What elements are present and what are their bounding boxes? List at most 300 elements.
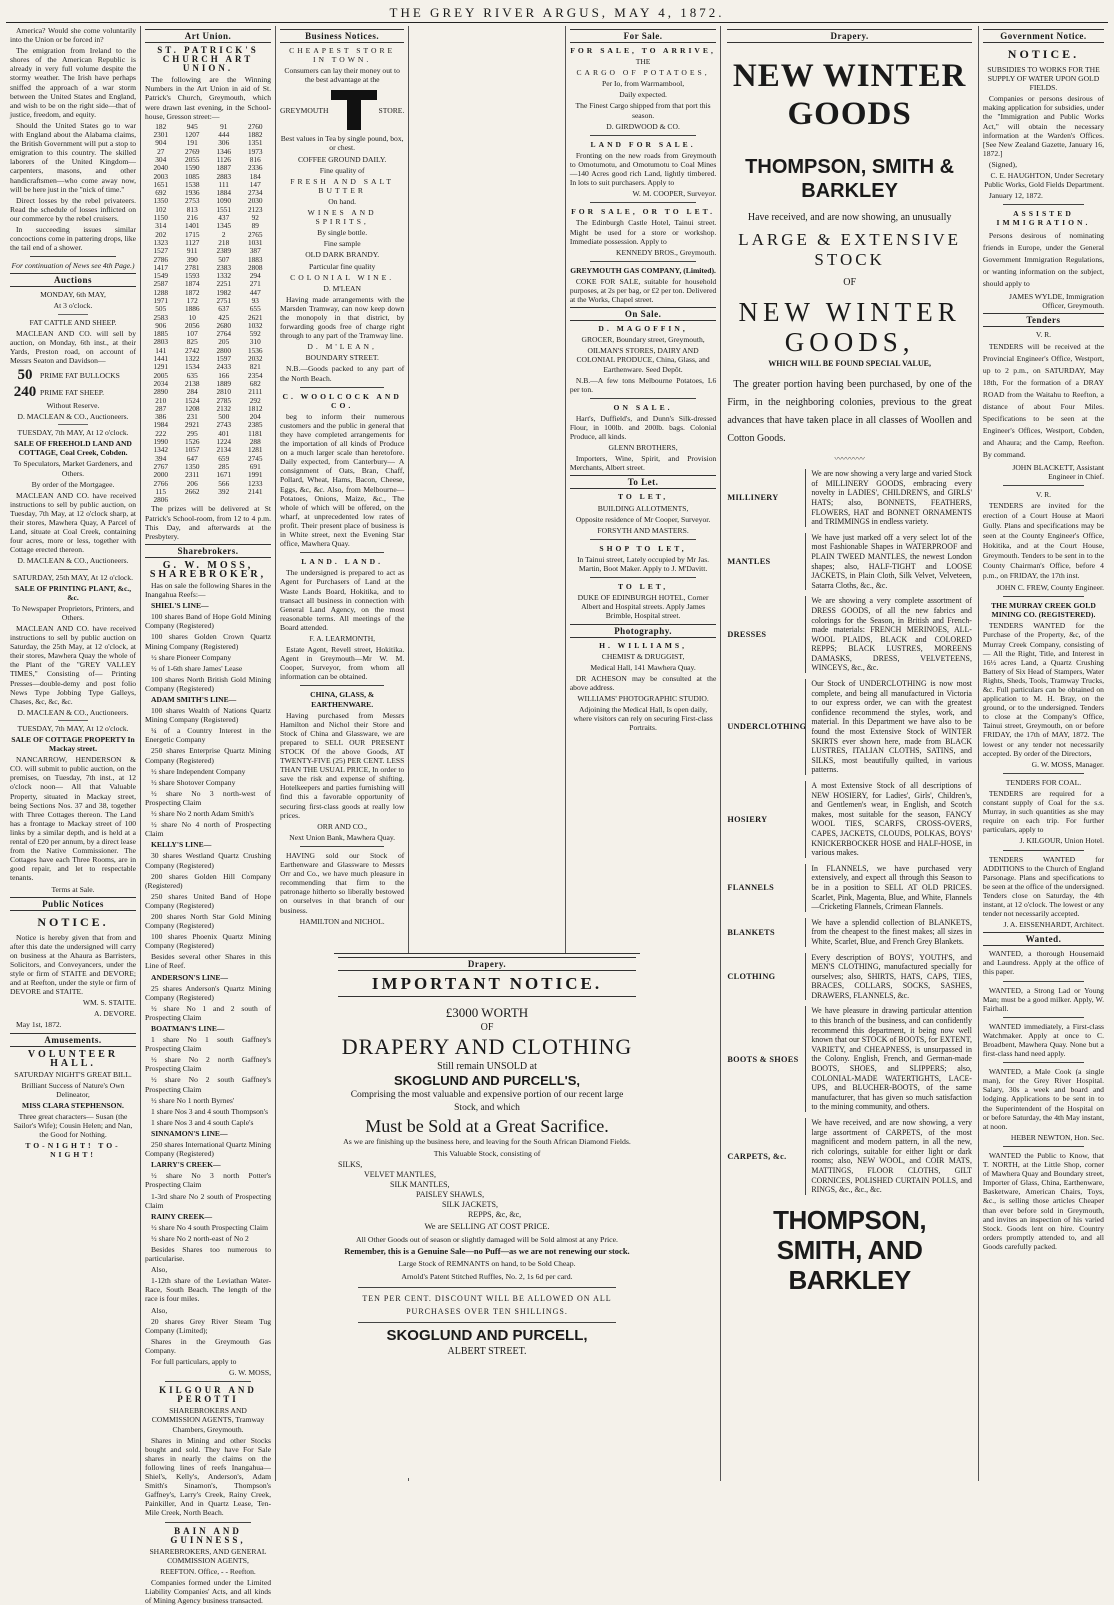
section-heading-government: Government Notice.: [983, 29, 1104, 43]
business-text: CHEAPEST STORE IN TOWN.: [289, 46, 396, 65]
department-text: Our Stock of UNDERCLOTHING is now most complete, and being all manufactured in Victoria to our express order, we can with the greatest confidence recommend the styles, work, and material. In this Department we have also to be found the most Extensive Stock of WINTER SKIRTS ever shown here, made from BLACK LUSTRES, ITALIAN CLOTHS, SATINS, and SILKS, most beautifully quilted, in various patterns.: [805, 679, 972, 775]
winning-numbers-table: [145, 123, 271, 505]
department-entry: [727, 1118, 972, 1195]
tender-title: TENDERS FOR COAL.: [1005, 777, 1082, 787]
winning-number: 2745: [247, 453, 263, 463]
winning-number: 1982: [216, 287, 232, 297]
business-text: Best values in Tea by single pound, box, or chest.: [280, 134, 404, 153]
sale-text: The Finest Cargo shipped from that port this season.: [575, 101, 711, 120]
land-address: Estate Agent, Revell street, Hokitika. Agent in Greymouth—Mr W. M. Cooper, Surveyor, from whom all information can be obtained.: [280, 645, 405, 682]
winning-number: 390: [186, 254, 198, 264]
section-heading-amusements: Amusements.: [10, 1033, 136, 1047]
immigration-body: Persons desirous of nominating friends in Europe, under the General Government Immigration Regulations, or wanting information on the subject, should apply to: [982, 230, 1104, 288]
winning-number: 425: [218, 312, 230, 322]
share-line: ½ share No 2 north-east of No 2: [151, 1233, 249, 1243]
sale-signature: KENNEDY BROS., Greymouth.: [615, 247, 717, 257]
bain-place: REEFTON. Office, - - Reefton.: [160, 1566, 256, 1576]
winning-number: 1342: [153, 445, 169, 455]
winning-number: 1401: [184, 221, 200, 231]
winning-number: 906: [155, 320, 167, 330]
share-line: 200 shares North Star Gold Mining Company (Registered): [145, 911, 271, 931]
onsale-title: ON SALE.: [613, 402, 673, 412]
winning-number: 115: [155, 486, 167, 496]
notice-signature: WM. S. STAITE.: [82, 998, 136, 1008]
winning-number: 682: [249, 378, 261, 388]
share-line: Besides several other Shares in this Line of Reef.: [145, 952, 271, 971]
auction-signature: D. MACLEAN & CO., Auctioneers.: [17, 412, 129, 422]
winning-number: 387: [249, 246, 261, 256]
winning-number: 2806: [153, 495, 169, 505]
gov-notice-body: Companies or persons desirous of making application for subsidies, under the "Immigration and Public Works Act," will obtain the necessary information at the Warden's Offices. [See New Zealand Gazette, January 16, 1872.]: [982, 94, 1104, 158]
winning-number: 1597: [216, 354, 232, 364]
sale-text: THE: [635, 57, 651, 67]
gov-notice-signed: (Signed),: [988, 159, 1017, 169]
onsale-note: N.B.—A few tons Melbourne Potatoes, L6 per ton.: [569, 375, 717, 394]
winning-number: 102: [155, 204, 167, 214]
stock-item: SILKS,: [338, 1160, 363, 1169]
winning-number: 2621: [247, 312, 263, 322]
stock-item: SILK JACKETS,: [442, 1200, 499, 1209]
column-6: [979, 26, 1108, 1481]
winning-number: 1281: [247, 445, 263, 455]
winning-number: 2301: [153, 130, 169, 140]
new-winter-goods-headline: NEW WINTER GOODS: [732, 58, 967, 132]
winning-number: 202: [155, 229, 167, 239]
photo-body: DR ACHESON may be consulted at the above address.: [569, 673, 717, 692]
department-entry: [727, 864, 972, 912]
kilgour-title: KILGOUR AND PEROTTI: [159, 1385, 257, 1405]
winning-number: 1715: [184, 229, 200, 239]
section-heading-photography: Photography.: [570, 624, 717, 638]
have-received: Have received, and are now showing, an unusually: [747, 212, 952, 223]
winning-number: 222: [155, 428, 167, 438]
winning-number: 1886: [184, 304, 200, 314]
comprising: Comprising the most valuable and expensive portion of our recent large Stock, and which: [350, 1090, 624, 1113]
department-entry: [727, 781, 972, 858]
winning-number: 1884: [216, 188, 232, 198]
auction-date: SATURDAY, 25th MAY, At 12 o'clock.: [13, 572, 133, 582]
winning-number: 306: [218, 138, 230, 148]
share-line: ½ share No 1 and 2 south of Prospecting Claim: [145, 1003, 271, 1022]
lot-label: PRIME FAT BULLOCKS: [40, 370, 120, 380]
winning-number: 2769: [184, 146, 200, 156]
winning-number: 592: [249, 329, 261, 339]
winning-number: 2753: [184, 196, 200, 206]
section-heading-tenders: Tenders: [983, 313, 1104, 327]
let-body: Opposite residence of Mr Cooper, Surveyor.: [575, 514, 711, 524]
share-line: ¼ of a Country Interest in the Energetic Company: [145, 726, 271, 745]
winning-number: 1526: [184, 437, 200, 447]
tender-signature: JOHN BLACKETT, Assistant Engineer in Chief.: [1012, 462, 1104, 481]
auction-body: MACLEAN AND CO. have received instructions to sell by public auction, on Tuesday, 7th May, at 12 o'clock sharp, at their stores, Mawhera Quay, A Parcel of Land, situate at Coal Creek, containing four acres, more or less, together with Cottage erected thereon.: [10, 490, 136, 555]
winning-number: 107: [186, 329, 198, 339]
section-heading-wanted: Wanted.: [983, 932, 1104, 946]
department-label: DRESSES: [727, 630, 767, 640]
news-paragraph: The emigration from Ireland to the shores of the American Republic is already in very full volume despite the stormy weather. The Irish have perhaps sniffed the approach of a war storm between the United States and England, and wish to be on the right side—that of justice, freedom, and equity.: [10, 46, 136, 119]
winning-number: 2587: [153, 279, 169, 289]
sale-text: CARGO OF POTATOES,: [576, 68, 710, 78]
sharebroker-intro: Has on sale the following Shares in the Inangahua Reefs:—: [145, 580, 271, 600]
winning-number: 1291: [153, 362, 169, 372]
winning-number: 1233: [247, 478, 263, 488]
winning-number: 205: [218, 337, 230, 347]
winning-number: 1126: [216, 154, 231, 164]
auction-signature: D. MACLEAN & CO., Auctioneers.: [17, 707, 129, 717]
winning-number: 91: [220, 121, 228, 131]
amount: £3000 WORTH: [445, 1005, 529, 1020]
winning-number: 1534: [184, 362, 200, 372]
amusement-characters: Three great characters— Susan (the Sailor's Wife); Cousin Helen; and Nan, the Good for Nothing.: [13, 1112, 133, 1140]
winning-number: 691: [249, 461, 261, 471]
winning-number: 1417: [153, 262, 169, 272]
auction-reserve: Without Reserve.: [46, 401, 100, 410]
winning-number: 147: [249, 179, 261, 189]
tender-body: TENDERS are invited for the erection of a Court House at Maori Gully. Plans and specifications may be seen at the County Engineer's Office, Hokitika, and at the Court House, Greymouth. Tenders to be sent in to the County Chairman's Office, before 4 p.m., on FRIDAY, the 17th inst.: [982, 501, 1104, 581]
winning-number: 1345: [216, 221, 232, 231]
news-continuation: [10, 26, 136, 252]
business-text: N.B.—Goods packed to any part of the North Beach.: [280, 364, 405, 383]
department-text: We are now showing a very large and varied Stock of MILLINERY GOODS, embracing every novelty in LADIES', CHILDREN'S, and GIRLS' HATS; also, BONNETS, FEATHERS, FLOWERS, HAT and BONNET ORNAMENTS and TRIMMINGS in endless variety.: [805, 469, 972, 527]
winning-number: 2123: [247, 204, 263, 214]
share-line: 100 shares North British Gold Mining Company (Registered): [145, 674, 271, 693]
let-subtitle: BUILDING ALLOTMENTS,: [597, 503, 689, 513]
winning-number: 1527: [153, 246, 169, 256]
winning-number: 444: [218, 130, 230, 140]
department-label: BLANKETS: [727, 927, 775, 937]
gov-notice-title: NOTICE.: [1007, 47, 1080, 61]
share-line: ½ share Shotover Company: [151, 777, 236, 787]
auction-date: MONDAY, 6th MAY,: [40, 290, 106, 300]
firm-footer: THOMPSON, SMITH, AND BARKLEY: [773, 1204, 927, 1295]
new-winter-goods-sub: NEW WINTER GOODS,: [738, 297, 961, 357]
business-text: BOUNDARY STREET.: [305, 353, 379, 363]
column-2: [141, 26, 276, 1605]
winning-number: 401: [218, 428, 230, 438]
winning-number: 2354: [247, 370, 263, 380]
stock-item: REPPS, &c, &c,: [468, 1210, 522, 1219]
winning-number: 392: [218, 486, 230, 496]
winning-number: 10: [188, 312, 196, 322]
sharebroker-title: G. W. MOSS, SHAREBROKER,: [149, 559, 267, 580]
china-signature: ORR AND CO.,: [317, 821, 368, 831]
t-logo-icon: [329, 88, 379, 132]
winning-number: 2883: [216, 171, 232, 181]
winning-number: 2803: [153, 337, 169, 347]
section-heading-auctions: Auctions: [10, 273, 136, 287]
art-union-note: The prizes will be delivered at St Patrick's School-room, from 12 to 4 p.m. This Day, and afterwards at the Presbytery.: [145, 504, 271, 541]
share-line: Shares in the Greymouth Gas Company.: [145, 1336, 271, 1355]
winning-number: 1651: [153, 179, 169, 189]
winning-number: 2141: [247, 486, 263, 496]
winning-number: 285: [218, 461, 230, 471]
auction-body: NANCARROW, HENDERSON & CO. will submit to public auction, on the premises, on Tuesday, 7th inst., at 12 o'clock noon— All that Valuable Property, situated in Mackay street, being Sections Nos. 37 and 38, together with Three Cottages thereon. The Land has a frontage to Mackay street of 100 links by a similar depth, and is held at a rental of £20 per annum, by a direct lease from the Native Commissioner. The Cottages have each Three Rooms, are in good repair, and let to respectable tenants.: [10, 755, 136, 883]
share-line: ½ share Independent Company: [151, 766, 246, 776]
share-line: Also,: [151, 1305, 168, 1315]
masthead: THE GREY RIVER ARGUS, MAY 4, 1872.: [6, 4, 1108, 23]
share-line: ½ share No 1 north Byrnes': [151, 1095, 235, 1105]
share-line: Also,: [151, 1265, 168, 1275]
sharebroker-apply: For full particulars, apply to: [151, 1357, 237, 1366]
winning-number: 505: [155, 304, 167, 314]
continuation-note: For continuation of News see 4th Page.): [11, 261, 135, 271]
winning-number: 314: [155, 221, 167, 231]
winning-number: 231: [186, 412, 198, 422]
winning-number: 1991: [247, 470, 263, 480]
winning-number: 386: [155, 412, 167, 422]
stock-items: [338, 1160, 636, 1220]
business-text: COFFEE GROUND DAILY.: [297, 154, 387, 164]
winning-number: 2764: [216, 329, 232, 339]
share-line: 25 shares Anderson's Quartz Mining Company (Registered): [145, 983, 271, 1002]
notice-title: NOTICE.: [37, 914, 109, 929]
auction-title: SALE OF FREEHOLD LAND AND COTTAGE, Coal Creek, Cobden.: [14, 439, 132, 458]
notice-date: May 1st, 1872.: [16, 1020, 62, 1030]
auction-time: At 3 o'clock.: [53, 301, 93, 311]
gov-notice-subtitle: SUBSIDIES TO WORKS FOR THE SUPPLY OF WATER UPON GOLD FIELDS.: [987, 65, 1100, 93]
winning-number: 1882: [247, 130, 263, 140]
department-entry: [727, 596, 972, 673]
auction-title: SALE OF COTTAGE PROPERTY In Mackay street.: [11, 735, 135, 754]
share-line: 1 share Nos 3 and 4 south Thompson's: [151, 1106, 269, 1116]
winning-number: 1872: [184, 287, 200, 297]
auction-audience: To Newspaper Proprietors, Printers, and Others.: [12, 603, 134, 622]
department-label: FLANNELS: [727, 883, 774, 893]
sale-signature: D. GIRDWOOD & CO.: [606, 121, 680, 131]
skoglund-address: ALBERT STREET.: [447, 1346, 527, 1357]
land-signature: F. A. LEARMONTH,: [309, 633, 376, 643]
china-address: Next Union Bank, Mawhera Quay.: [289, 832, 396, 842]
winning-number: 206: [186, 478, 198, 488]
winning-number: 2030: [247, 196, 263, 206]
winning-number: 500: [218, 412, 230, 422]
winning-number: 271: [249, 279, 261, 289]
winning-number: 2132: [216, 403, 232, 413]
winning-number: 182: [155, 121, 167, 131]
skoglund-footer: SKOGLUND AND PURCELL,: [386, 1327, 588, 1344]
winning-number: 2760: [247, 121, 263, 131]
winning-number: 945: [186, 121, 198, 131]
tender-signature: J. A. EISSENHARDT, Architect.: [1003, 920, 1104, 930]
winning-number: 1032: [247, 320, 263, 330]
news-paragraph: In succeeding issues similar concoctions come in pattering drops, like the tail end of a shower.: [10, 224, 136, 253]
column-4: [566, 26, 721, 974]
lot-row: [10, 384, 136, 401]
department-label: CLOTHING: [727, 971, 776, 981]
share-line: 20 shares Grey River Steam Tug Company (Limited);: [145, 1316, 271, 1335]
winning-number: 2583: [153, 312, 169, 322]
winning-number: 813: [186, 204, 198, 214]
must-be-sold: Must be Sold at a Great Sacrifice.: [365, 1116, 609, 1136]
department-entry: [727, 679, 972, 775]
column-3-spacer: [409, 26, 565, 974]
department-text: We have pleasure in drawing particular attention to this branch of the business, and can confidently recommend this department, it being now well known that our STOCK of BOOTS, for EXTENT, VARIETY, and CHEAPNESS, is unsurpassed in the Colony. English, French, and German-made BOOTS, SHOES, and SLIPPERS; also, COLONIAL-MADE WATERTIGHTS, LACE-UPS, and BLUCHER-BOOTS, of the same manufacturer, that has given so much satisfaction to the mining community, and others.: [805, 1006, 972, 1112]
department-entry: [727, 533, 972, 591]
onsale-body: OILMAN'S STORES, DAIRY AND COLONIAL PRODUCE, China, Glass, and Earthenware. Seed Depôt.: [576, 346, 710, 374]
winning-number: 1085: [184, 171, 200, 181]
winning-number: 1150: [153, 213, 168, 223]
winning-number: 1874: [184, 279, 200, 289]
winning-number: 2766: [153, 478, 169, 488]
winning-number: 1973: [247, 146, 263, 156]
let-title: TO LET,: [617, 492, 669, 502]
winning-number: 2003: [153, 171, 169, 181]
tender-body: TENDERS WANTED for ADDITIONS to the Church of England Parsonage. Plans and specifications to be seen at the office of the undersigned. Tenders close on Saturday, the 4th instant, at 12 o'clock. The lowest or any tender not necessarily accepted.: [982, 854, 1104, 919]
photo-address: Medical Hall, 141 Mawhera Quay.: [590, 662, 696, 672]
winning-number: 2134: [216, 445, 232, 455]
lot-count: 240: [13, 384, 37, 400]
winning-number: 210: [155, 395, 167, 405]
finishing: As we are finishing up the business here, and leaving for the South African Diamond Fields.: [343, 1137, 631, 1146]
news-paragraph: Direct losses by the rebel privateers. Read the schedule of losses inflicted on our commerce by the rebel cruisers.: [10, 195, 136, 223]
section-heading-drapery: Drapery.: [727, 29, 972, 43]
section-heading-to-let: To Let.: [570, 475, 717, 489]
winning-number: 2767: [153, 461, 169, 471]
winning-number: 292: [249, 395, 261, 405]
let-title: TO LET,: [617, 582, 669, 592]
tender-body: TENDERS are required for a constant supply of Coal for the s.s. Murray, in such quantities as she may require on each trip. For further particulars, apply to: [982, 788, 1104, 835]
china-body: Having purchased from Messrs Hamilton and Nichol their Store and Stock of China and Glassware, we are prepared to SELL OUR PRESENT STOCK Of the above Goods, AT TWENTY-FIVE (25) PER CENT. LESS THAN THE USUAL PRICE, In order to save the risk and expense of shifting. Hotelkeepers and parties furnishing will find this a favorable opportunity of securing first-class goods at really low prices.: [280, 710, 405, 820]
tender-title: THE MURRAY CREEK GOLD MINING CO. (REGISTERED).: [991, 601, 1096, 620]
onsale-subtitle: GROCER, Boundary street, Greymouth,: [581, 335, 705, 345]
winning-number: 2311: [185, 470, 200, 480]
share-line: ½ share Pioneer Company: [151, 652, 232, 662]
art-union-title: ST. PATRICK'S CHURCH ART UNION.: [157, 45, 259, 74]
stock-item: SILK MANTLES,: [390, 1180, 450, 1189]
gov-notice-date: January 12, 1872.: [988, 191, 1043, 201]
department-entry: [727, 469, 972, 527]
sale-text: Daily expected.: [619, 90, 667, 100]
winning-number: 2433: [216, 362, 232, 372]
department-label: MANTLES: [727, 556, 771, 566]
section-heading-for-sale: For Sale.: [570, 29, 717, 43]
column-4-top: [409, 26, 720, 974]
firm-name: THOMPSON, SMITH & BARKLEY: [745, 156, 955, 202]
wanted-signature: HEBER NEWTON, Hon. Sec.: [1010, 1132, 1104, 1142]
winning-number: 1207: [184, 130, 200, 140]
winning-number: 216: [186, 213, 198, 223]
winning-number: 310: [249, 337, 261, 347]
winning-number: 1936: [184, 188, 200, 198]
winning-number: 2385: [247, 420, 263, 430]
business-text: FRESH AND SALT BUTTER: [290, 176, 395, 195]
winning-number: 655: [249, 304, 261, 314]
winning-number: 166: [218, 370, 230, 380]
winning-number: 1224: [216, 437, 232, 447]
winning-number: 2800: [216, 345, 232, 355]
department-entry: [727, 953, 972, 1001]
of-label: OF: [480, 1022, 494, 1033]
share-line: ½ share No 4 south Prospecting Claim: [151, 1222, 269, 1232]
auction-title: SALE OF PRINTING PLANT, &c., &c.: [14, 583, 132, 602]
tender-body: TENDERS will be received at the Provincial Engineer's Office, Westport, up to 2 p.m., on SATURDAY, May 18th, For the formation of a DRAY ROAD from the Waitahu to Reefton, a distance of about Four Miles. Specifications to be seen at the Engineer's Offices, Westport, Cobden, and Ahaura; and the Camp, Reefton. By command.: [982, 341, 1104, 459]
department-text: We have just marked off a very select lot of the most Fashionable Shapes in WATERPROOF and PLAIN TWEED MANTLES, the newest London shapes; also, HALF-TIGHT and LOOSE JACKETS, in Plain Cloth, Silk Velvet, Velveteen, Satarra Cloths, &c., &c.: [805, 533, 972, 591]
bain-body: Companies formed under the Limited Liability Companies' Acts, and all kinds of Mining Agency business transacted.: [145, 1577, 271, 1605]
winning-number: 647: [186, 453, 198, 463]
sale-title: LAND FOR SALE.: [590, 139, 696, 149]
ornament-divider: 〰〰〰〰: [834, 454, 865, 464]
lot-count: 50: [17, 367, 33, 383]
winning-number: 2662: [184, 486, 200, 496]
share-line: 100 shares Band of Hope Gold Mining Company (Registered): [145, 612, 271, 631]
notice-signature: A. DEVORE.: [94, 1009, 136, 1019]
lot-label: PRIME FAT SHEEP.: [40, 387, 105, 397]
winning-number: 1536: [247, 345, 263, 355]
winning-number: 637: [218, 304, 230, 314]
business-text: Fine quality of: [319, 165, 365, 175]
store-logo-row: [280, 86, 404, 134]
winning-number: 447: [249, 287, 261, 297]
winning-number: 2765: [247, 229, 263, 239]
section-heading-public-notices: Public Notices: [10, 897, 136, 911]
tender-signature: G. W. MOSS, Manager.: [1031, 759, 1104, 769]
winning-number: 1590: [184, 163, 200, 173]
winning-number: 295: [186, 428, 198, 438]
share-line: 100 shares Wealth of Nations Quartz Mining Company (Registered): [145, 706, 271, 725]
column-1: [6, 26, 141, 1481]
department-list: [727, 469, 972, 1195]
photo-studio: WILLIAMS' PHOTOGRAPHIC STUDIO.: [577, 693, 709, 703]
winning-number: 1885: [153, 329, 169, 339]
business-text: Consumers can lay their money out to the best advantage at the: [284, 66, 400, 85]
winning-number: 27: [157, 146, 165, 156]
amusement-bill: SATURDAY NIGHT'S GREAT BILL.: [14, 1069, 132, 1079]
woolcock-title: C. WOOLCOCK AND CO.: [282, 391, 402, 410]
winning-number: 2921: [184, 420, 200, 430]
skoglund-name: SKOGLUND AND PURCELL'S,: [393, 1073, 581, 1088]
business-text: Fine sample: [323, 239, 361, 249]
winning-number: 2786: [153, 254, 169, 264]
let-body: In Tainui street, Lately occupied by Mr Jas. Martin, Boot Maker. Apply to J. M'Davitt.: [577, 554, 710, 574]
winning-number: 2032: [247, 354, 263, 364]
department-text: We have received, and are now showing, a very large assortment of CARPETS, of the most magnificent and modern pattern, in all the new, rich colorings, suitable for either light or dark rooms; also, NEW WOOL, and COIR MATS, MATTINGS, FLOOR CLOTHS, GILT CORNICES, POLISHED CURTAIN POLLS, and RINGS, &c., &c., &c.: [805, 1118, 972, 1195]
discount: TEN PER CENT. DISCOUNT WILL BE ALLOWED ON ALL PURCHASES OVER TEN SHILLINGS.: [362, 1294, 612, 1316]
winning-number: 287: [155, 403, 167, 413]
gov-notice-signature: C. E. HAUGHTON, Under Secretary Public Works, Gold Fields Department.: [984, 171, 1104, 190]
winning-number: 1441: [153, 354, 169, 364]
share-list: [145, 601, 271, 1355]
sale-signature: W. M. COOPER, Surveyor.: [632, 189, 717, 199]
winning-number: 692: [155, 188, 167, 198]
share-line: 1-3rd share No 2 south of Prospecting Claim: [145, 1191, 271, 1210]
winning-number: 2751: [216, 295, 232, 305]
auction-date: TUESDAY, 7th MAY, At 12 o'clock.: [17, 428, 129, 438]
china-title: CHINA, GLASS, & EARTHENWARE.: [310, 690, 375, 709]
auction-body: MACLEAN AND CO. will sell by auction, on Monday, 6th inst., at their Yards, Preston road, on account of Messrs Seaton and Davidson—: [10, 328, 136, 365]
share-line: 250 shares Enterprise Quartz Mining Company (Registered): [145, 746, 271, 765]
sale-body: The Edinburgh Castle Hotel, Tainui street. Might be used for a store or workshop. Immediate possession. Apply to: [569, 218, 717, 246]
winning-number: 2890: [153, 387, 169, 397]
business-text: OLD DARK BRANDY.: [305, 250, 380, 260]
other-goods: All Other Goods out of season or slightly damaged will be Sold almost at any Price.: [355, 1235, 619, 1244]
vr-mark: V. R.: [1035, 489, 1052, 499]
share-line: LARRY'S CREEK—: [151, 1160, 221, 1170]
winning-number: 635: [186, 370, 198, 380]
department-label: UNDERCLOTHING: [727, 722, 807, 732]
business-text: Having made arrangements with the Marsden Tramway, can now keep down the monopoly in that district, by forwarding goods free of charge right through to any part of the Tramway line.: [280, 294, 405, 341]
winning-number: 2383: [216, 262, 232, 272]
winning-number: 284: [186, 387, 198, 397]
remnants: Large Stock of REMNANTS on hand, to be Sold Cheap.: [398, 1259, 576, 1268]
onsale-signature: GLENN BROTHERS,: [608, 443, 678, 453]
winning-number: 184: [249, 171, 261, 181]
amusement-tonight: TO-NIGHT! TO-NIGHT!: [25, 1141, 121, 1160]
vr-mark: V. R.: [1035, 329, 1052, 339]
wanted-ad: WANTED, a Strong Lad or Young Man; must be a good milker. Apply, W. Fairhall.: [982, 985, 1104, 1013]
winning-number: 2808: [247, 262, 263, 272]
winning-number: 1990: [153, 437, 169, 447]
business-text: By single bottle.: [317, 228, 368, 238]
share-line: ½ share No 4 north of Prospecting Claim: [145, 820, 271, 839]
